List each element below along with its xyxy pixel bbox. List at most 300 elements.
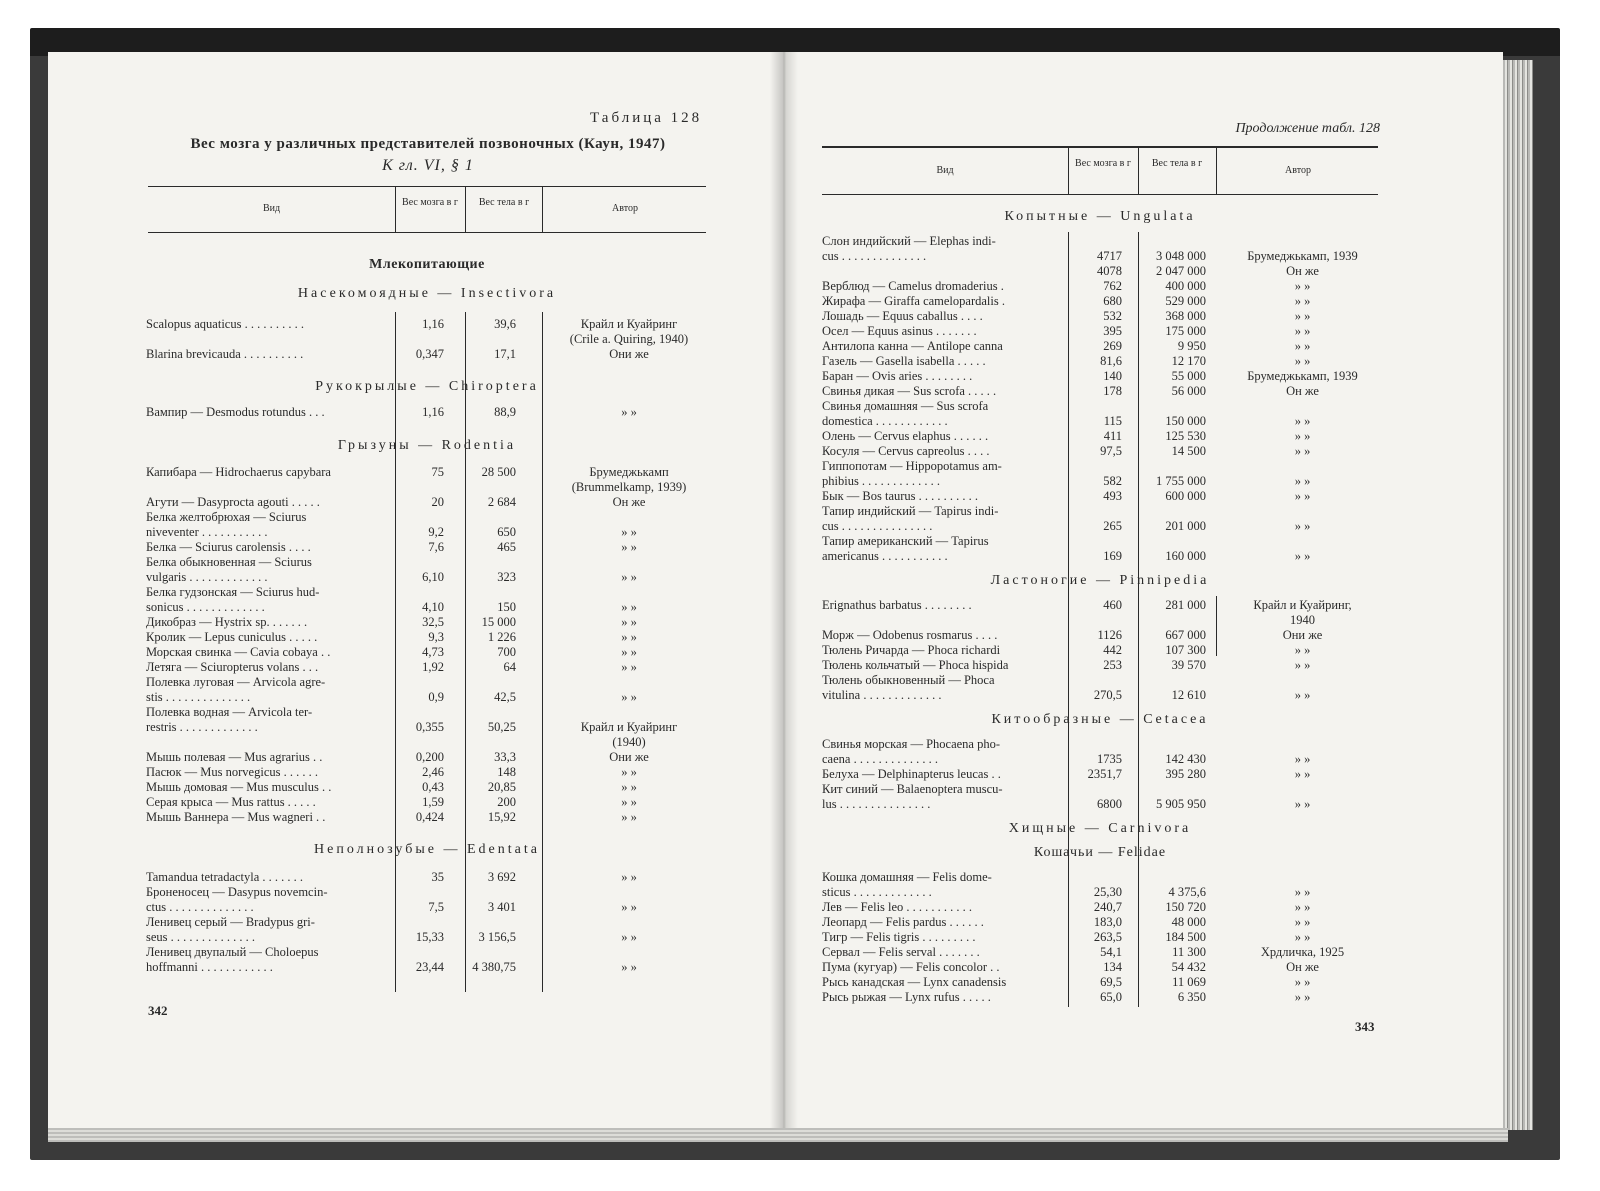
column-rule (1216, 596, 1217, 656)
species-cell: Дикобраз — Hystrix sp. . . . . . . (146, 615, 308, 629)
body-weight-cell: 323 (497, 570, 516, 584)
species-cell: Кролик — Lepus cuniculus . . . . . (146, 630, 318, 644)
author-cell: » » (1294, 752, 1311, 766)
author-cell: » » (1294, 519, 1311, 533)
brain-weight-cell: 1126 (1097, 628, 1122, 642)
author-cell: » » (1294, 549, 1311, 563)
author-cell: Крайл и Куайринг (580, 317, 678, 331)
species-cell: Мышь домовая — Mus musculus . . (146, 780, 332, 794)
author-cell: Он же (612, 495, 646, 509)
body-weight-cell: 465 (497, 540, 516, 554)
body-weight-cell: 2 047 000 (1156, 264, 1206, 278)
author-cell: » » (1294, 294, 1311, 308)
table-row (146, 525, 706, 540)
species-cell: Тапир американский — Tapirus (822, 534, 989, 548)
body-weight-cell: 125 530 (1165, 429, 1206, 443)
table-row (146, 570, 706, 585)
species-cell: Олень — Cervus elaphus . . . . . . (822, 429, 989, 443)
column-rule (1068, 232, 1069, 1007)
author-cell: » » (1294, 339, 1311, 353)
brain-weight-cell: 178 (1103, 384, 1122, 398)
col-header-author: Автор (612, 203, 638, 214)
author-cell: » » (621, 780, 637, 794)
species-cell: Тюлень Ричарда — Phoca richardi (822, 643, 1001, 657)
table-row (822, 354, 1378, 369)
table-row (146, 780, 706, 795)
author-cell: Он же (1286, 960, 1319, 974)
species-cell: Газель — Gasella isabella . . . . . (822, 354, 986, 368)
body-weight-cell: 14 500 (1171, 444, 1206, 458)
brain-weight-cell: 270,5 (1093, 688, 1122, 702)
species-cell: lus . . . . . . . . . . . . . . . (822, 797, 931, 811)
species-cell: Белка гудзонская — Sciurus hud- (146, 585, 320, 599)
section-rows (146, 317, 706, 362)
species-cell: Летяга — Sciuropterus volans . . . (146, 660, 319, 674)
brain-weight-cell: 1,16 (422, 317, 444, 331)
author-cell: Брумеджькамп (589, 465, 669, 479)
species-cell: restris . . . . . . . . . . . . . (146, 720, 258, 734)
section-heading: Неполнозубые — Edentata (314, 842, 540, 857)
table-row (146, 765, 706, 780)
species-cell: domestica . . . . . . . . . . . . (822, 414, 948, 428)
table-row (822, 643, 1378, 658)
species-cell: Свинья дикая — Sus scrofa . . . . . (822, 384, 997, 398)
body-weight-cell: 12 610 (1171, 688, 1206, 702)
brain-weight-cell: 140 (1103, 369, 1122, 383)
brain-weight-cell: 2,46 (422, 765, 444, 779)
brain-weight-cell: 97,5 (1100, 444, 1122, 458)
col-header-species: Вид (936, 165, 954, 176)
brain-weight-cell: 0,43 (422, 780, 444, 794)
table-row (146, 915, 706, 930)
column-rule (465, 312, 466, 992)
brain-weight-cell: 0,200 (415, 750, 444, 764)
species-cell: Морская свинка — Cavia cobaya . . (146, 645, 331, 659)
table-row (146, 540, 706, 555)
header-divider (395, 186, 396, 232)
species-cell: Пасюк — Mus norvegicus . . . . . . (146, 765, 318, 779)
table-label: Таблица 128 (590, 110, 703, 126)
brain-weight-cell: 582 (1103, 474, 1122, 488)
body-weight-cell: 11 069 (1172, 975, 1206, 989)
table-row (822, 990, 1378, 1005)
table-row (822, 673, 1378, 688)
brain-weight-cell: 1,59 (422, 795, 444, 809)
author-cell: » » (1294, 354, 1311, 368)
brain-weight-cell: 6,10 (422, 570, 444, 584)
book-gutter (770, 52, 798, 1132)
author-cell: (Crile a. Quiring, 1940) (569, 332, 689, 346)
author-cell: » » (1294, 915, 1311, 929)
table-row (822, 369, 1378, 384)
table-row (822, 384, 1378, 399)
table-row (822, 945, 1378, 960)
brain-weight-cell: 4,73 (422, 645, 444, 659)
table-row (822, 767, 1378, 782)
brain-weight-cell: 115 (1103, 414, 1122, 428)
table-row (822, 549, 1378, 564)
author-cell: » » (621, 870, 637, 884)
author-cell: » » (1294, 990, 1311, 1004)
brain-weight-cell: 35 (431, 870, 444, 884)
author-cell: » » (1294, 309, 1311, 323)
col-header-brain: Вес мозга в г (1075, 158, 1131, 169)
author-cell: Они же (609, 347, 649, 361)
brain-weight-cell: 762 (1103, 279, 1122, 293)
table-row (146, 900, 706, 915)
author-cell: » » (621, 960, 637, 974)
body-weight-cell: 529 000 (1165, 294, 1206, 308)
species-cell: sticus . . . . . . . . . . . . . (822, 885, 932, 899)
author-cell: » » (621, 660, 637, 674)
author-cell: Брумеджькамп, 1939 (1247, 369, 1358, 383)
author-cell: » » (1294, 414, 1311, 428)
table-row (822, 234, 1378, 249)
author-cell: » » (621, 795, 637, 809)
table-row (822, 900, 1378, 915)
species-cell: Свинья морская — Phocaena pho- (822, 737, 1001, 751)
species-cell: Тюлень обыкновенный — Phoca (822, 673, 995, 687)
header-bottom-rule (822, 194, 1378, 195)
author-cell: 1940 (1290, 613, 1315, 627)
table-row (146, 885, 706, 900)
species-cell: Рысь рыжая — Lynx rufus . . . . . (822, 990, 991, 1004)
species-cell: Антилопа канна — Antilope canna (822, 339, 1003, 353)
author-cell: » » (1294, 324, 1311, 338)
brain-weight-cell: 253 (1103, 658, 1122, 672)
table-row (822, 960, 1378, 975)
table-row (146, 795, 706, 810)
species-cell: Жирафа — Giraffa camelopardalis . (822, 294, 1005, 308)
brain-weight-cell: 0,347 (415, 347, 444, 361)
body-weight-cell: 395 280 (1165, 767, 1206, 781)
table-row (822, 534, 1378, 549)
page-number-right: 343 (1355, 1019, 1375, 1034)
species-cell: Тапир индийский — Tapirus indi- (822, 504, 999, 518)
author-cell: Хрдличка, 1925 (1260, 945, 1345, 959)
species-cell: Слон индийский — Elephas indi- (822, 234, 996, 248)
table-row (146, 480, 706, 495)
species-cell: niveventer . . . . . . . . . . . (146, 525, 268, 539)
author-cell: » » (1294, 474, 1311, 488)
species-cell: Леопард — Felis pardus . . . . . . (822, 915, 984, 929)
body-weight-cell: 54 432 (1171, 960, 1206, 974)
body-weight-cell: 368 000 (1165, 309, 1206, 323)
col-header-author: Автор (1285, 165, 1311, 176)
author-cell: » » (1294, 658, 1311, 672)
section-rows (146, 870, 706, 975)
column-rule (395, 312, 396, 992)
body-weight-cell: 650 (497, 525, 516, 539)
table-row (146, 585, 706, 600)
body-weight-cell: 17,1 (494, 347, 516, 361)
species-cell: Косуля — Cervus capreolus . . . . (822, 444, 990, 458)
species-cell: Белуха — Delphinapterus leucas . . (822, 767, 1001, 781)
author-cell: » » (621, 615, 637, 629)
table-row (822, 870, 1378, 885)
brain-weight-cell: 442 (1103, 643, 1122, 657)
species-cell: vulgaris . . . . . . . . . . . . . (146, 570, 268, 584)
body-weight-cell: 1 226 (487, 630, 516, 644)
body-weight-cell: 3 156,5 (478, 930, 516, 944)
author-cell: » » (1294, 900, 1311, 914)
table-row (822, 249, 1378, 264)
table-row (822, 613, 1378, 628)
body-weight-cell: 4 380,75 (472, 960, 516, 974)
table-row (822, 279, 1378, 294)
table-subtitle: К гл. VI, § 1 (382, 157, 474, 174)
body-weight-cell: 50,25 (487, 720, 516, 734)
table-row (822, 414, 1378, 429)
author-cell: Крайл и Куайринг (580, 720, 678, 734)
author-cell: » » (621, 765, 637, 779)
table-row (146, 465, 706, 480)
brain-weight-cell: 183,0 (1093, 915, 1122, 929)
author-cell: » » (621, 630, 637, 644)
body-weight-cell: 5 905 950 (1156, 797, 1206, 811)
species-cell: Морж — Odobenus rosmarus . . . . (822, 628, 998, 642)
brain-weight-cell: 65,0 (1100, 990, 1122, 1004)
author-cell: » » (621, 930, 637, 944)
body-weight-cell: 184 500 (1165, 930, 1206, 944)
section-rows (822, 598, 1378, 703)
brain-weight-cell: 75 (431, 465, 444, 479)
species-cell: seus . . . . . . . . . . . . . . (146, 930, 256, 944)
body-weight-cell: 9 950 (1177, 339, 1206, 353)
body-weight-cell: 201 000 (1165, 519, 1206, 533)
brain-weight-cell: 680 (1103, 294, 1122, 308)
species-cell: Scalopus aquaticus . . . . . . . . . . (146, 317, 304, 331)
brain-weight-cell: 269 (1103, 339, 1122, 353)
header-top-rule (148, 186, 706, 187)
author-cell: » » (1294, 688, 1311, 702)
body-weight-cell: 33,3 (494, 750, 516, 764)
table-row (146, 690, 706, 705)
table-row (146, 675, 706, 690)
author-cell: Он же (1286, 384, 1319, 398)
body-weight-cell: 1 755 000 (1156, 474, 1206, 488)
table-row (146, 555, 706, 570)
author-cell: Брумеджькамп, 1939 (1247, 249, 1358, 263)
brain-weight-cell: 2351,7 (1087, 767, 1122, 781)
table-row (146, 720, 706, 735)
table-row (146, 930, 706, 945)
author-cell: » » (621, 540, 637, 554)
brain-weight-cell: 4078 (1097, 264, 1122, 278)
section-heading: Китообразные — Cetacea (991, 712, 1209, 727)
brain-weight-cell: 9,3 (428, 630, 444, 644)
species-cell: Верблюд — Camelus dromaderius . (822, 279, 1004, 293)
species-cell: cus . . . . . . . . . . . . . . . (822, 519, 933, 533)
body-weight-cell: 175 000 (1165, 324, 1206, 338)
brain-weight-cell: 134 (1103, 960, 1122, 974)
table-row (822, 444, 1378, 459)
brain-weight-cell: 6800 (1097, 797, 1122, 811)
body-weight-cell: 160 000 (1165, 549, 1206, 563)
section-heading: Ластоногие — Pinnipedia (990, 573, 1210, 588)
header-divider (1138, 146, 1139, 194)
species-cell: Тюлень кольчатый — Phoca hispida (822, 658, 1009, 672)
species-cell: Капибара — Hidrochaerus capybara (146, 465, 331, 479)
col-header-body: Вес тела в г (478, 197, 530, 208)
author-cell: » » (1294, 489, 1311, 503)
body-weight-cell: 11 300 (1172, 945, 1206, 959)
species-cell: Бык — Bos taurus . . . . . . . . . . (822, 489, 979, 503)
table-row (822, 504, 1378, 519)
author-cell: » » (621, 405, 637, 419)
species-cell: Осел — Equus asinus . . . . . . . (822, 324, 977, 338)
author-cell: » » (1294, 279, 1311, 293)
table-row (146, 960, 706, 975)
species-cell: Белка — Sciurus carolensis . . . . (146, 540, 311, 554)
author-cell: » » (621, 690, 637, 704)
table-row (146, 660, 706, 675)
section-heading: Грызуны — Rodentia (337, 438, 517, 453)
species-cell: caena . . . . . . . . . . . . . . (822, 752, 938, 766)
table-row (146, 810, 706, 825)
table-row (822, 429, 1378, 444)
body-weight-cell: 200 (497, 795, 516, 809)
author-cell: (1940) (612, 735, 646, 749)
species-cell: Кошка домашняя — Felis dome- (822, 870, 992, 884)
brain-weight-cell: 411 (1103, 429, 1122, 443)
table-row (822, 309, 1378, 324)
table-row (146, 645, 706, 660)
species-cell: stis . . . . . . . . . . . . . . (146, 690, 251, 704)
table-row (146, 332, 706, 347)
header-divider (1068, 146, 1069, 194)
brain-weight-cell: 169 (1103, 549, 1122, 563)
table-row (822, 658, 1378, 673)
brain-weight-cell: 15,33 (415, 930, 444, 944)
brain-weight-cell: 263,5 (1093, 930, 1122, 944)
body-weight-cell: 88,9 (494, 405, 516, 419)
subsection-heading: Кошачьи — Felidae (1033, 845, 1167, 860)
body-weight-cell: 667 000 (1165, 628, 1206, 642)
brain-weight-cell: 1,16 (422, 405, 444, 419)
table-row (822, 399, 1378, 414)
body-weight-cell: 15,92 (487, 810, 516, 824)
table-row (822, 752, 1378, 767)
species-cell: Гиппопотам — Hippopotamus am- (822, 459, 1002, 473)
table-row (822, 885, 1378, 900)
author-cell: » » (1294, 930, 1311, 944)
species-cell: Полевка водная — Arvicola ter- (146, 705, 313, 719)
table-row (146, 510, 706, 525)
author-cell: » » (621, 900, 637, 914)
author-cell: » » (1294, 444, 1311, 458)
table-row (822, 915, 1378, 930)
brain-weight-cell: 81,6 (1100, 354, 1122, 368)
species-cell: Erignathus barbatus . . . . . . . . (822, 598, 972, 612)
species-cell: Лев — Felis leo . . . . . . . . . . . (822, 900, 973, 914)
body-weight-cell: 3 048 000 (1156, 249, 1206, 263)
author-cell: Они же (609, 750, 649, 764)
species-cell: hoffmanni . . . . . . . . . . . . (146, 960, 273, 974)
species-cell: Агути — Dasyprocta agouti . . . . . (146, 495, 320, 509)
section-heading: Копытные — Ungulata (1004, 209, 1196, 224)
species-cell: Blarina brevicauda . . . . . . . . . . (146, 347, 304, 361)
species-cell: Ленивец двупалый — Choloepus (146, 945, 319, 959)
author-cell: » » (621, 570, 637, 584)
table-row (822, 264, 1378, 279)
table-row (146, 317, 706, 332)
page-bottom-edges (48, 1128, 1508, 1142)
body-weight-cell: 12 170 (1171, 354, 1206, 368)
species-cell: Ленивец серый — Bradypus gri- (146, 915, 315, 929)
author-cell: » » (1294, 797, 1311, 811)
body-weight-cell: 2 684 (487, 495, 516, 509)
table-row (146, 600, 706, 615)
brain-weight-cell: 7,5 (428, 900, 444, 914)
brain-weight-cell: 25,30 (1093, 885, 1122, 899)
author-cell: » » (1294, 975, 1311, 989)
table-row (146, 630, 706, 645)
species-cell: Полевка луговая — Arvicola agre- (146, 675, 326, 689)
body-weight-cell: 281 000 (1165, 598, 1206, 612)
brain-weight-cell: 1735 (1097, 752, 1122, 766)
section-rows (822, 870, 1378, 1005)
species-cell: Свинья домашняя — Sus scrofa (822, 399, 989, 413)
brain-weight-cell: 532 (1103, 309, 1122, 323)
major-heading: Млекопитающие (369, 257, 485, 272)
body-weight-cell: 600 000 (1165, 489, 1206, 503)
table-title: Вес мозга у различных представителей позвоночных (Каун, 1947) (190, 136, 666, 152)
species-cell: cus . . . . . . . . . . . . . . (822, 249, 927, 263)
species-cell: Tamandua tetradactyla . . . . . . . (146, 870, 304, 884)
brain-weight-cell: 460 (1103, 598, 1122, 612)
body-weight-cell: 6 350 (1177, 990, 1206, 1004)
body-weight-cell: 64 (503, 660, 516, 674)
author-cell: » » (621, 810, 637, 824)
brain-weight-cell: 395 (1103, 324, 1122, 338)
body-weight-cell: 48 000 (1171, 915, 1206, 929)
body-weight-cell: 150 000 (1165, 414, 1206, 428)
brain-weight-cell: 32,5 (422, 615, 444, 629)
author-cell: » » (1294, 429, 1311, 443)
author-cell: Крайл и Куайринг, (1253, 598, 1352, 612)
table-row (822, 975, 1378, 990)
brain-weight-cell: 0,424 (415, 810, 444, 824)
body-weight-cell: 107 300 (1165, 643, 1206, 657)
table-row (146, 347, 706, 362)
col-header-species: Вид (262, 203, 281, 214)
species-cell: Баран — Ovis aries . . . . . . . . (822, 369, 973, 383)
brain-weight-cell: 0,355 (415, 720, 444, 734)
author-cell: » » (621, 645, 637, 659)
table-row (822, 628, 1378, 643)
body-weight-cell: 39,6 (494, 317, 516, 331)
species-cell: ctus . . . . . . . . . . . . . . (146, 900, 254, 914)
page-number-left: 342 (148, 1003, 168, 1018)
section-rows (146, 405, 706, 420)
table-row (822, 294, 1378, 309)
table-row (822, 474, 1378, 489)
species-cell: Белка обыкновенная — Sciurus (146, 555, 312, 569)
header-divider (542, 186, 543, 232)
species-cell: Мышь Ваннера — Mus wagneri . . (146, 810, 326, 824)
species-cell: Серая крыса — Mus rattus . . . . . (146, 795, 316, 809)
brain-weight-cell: 240,7 (1093, 900, 1122, 914)
species-cell: americanus . . . . . . . . . . . (822, 549, 948, 563)
table-row (146, 870, 706, 885)
section-rows (146, 465, 706, 825)
continuation-label: Продолжение табл. 128 (1235, 121, 1380, 136)
table-row (146, 615, 706, 630)
species-cell: Броненосец — Dasypus novemcin- (146, 885, 328, 899)
author-cell: » » (1294, 643, 1311, 657)
body-weight-cell: 56 000 (1171, 384, 1206, 398)
